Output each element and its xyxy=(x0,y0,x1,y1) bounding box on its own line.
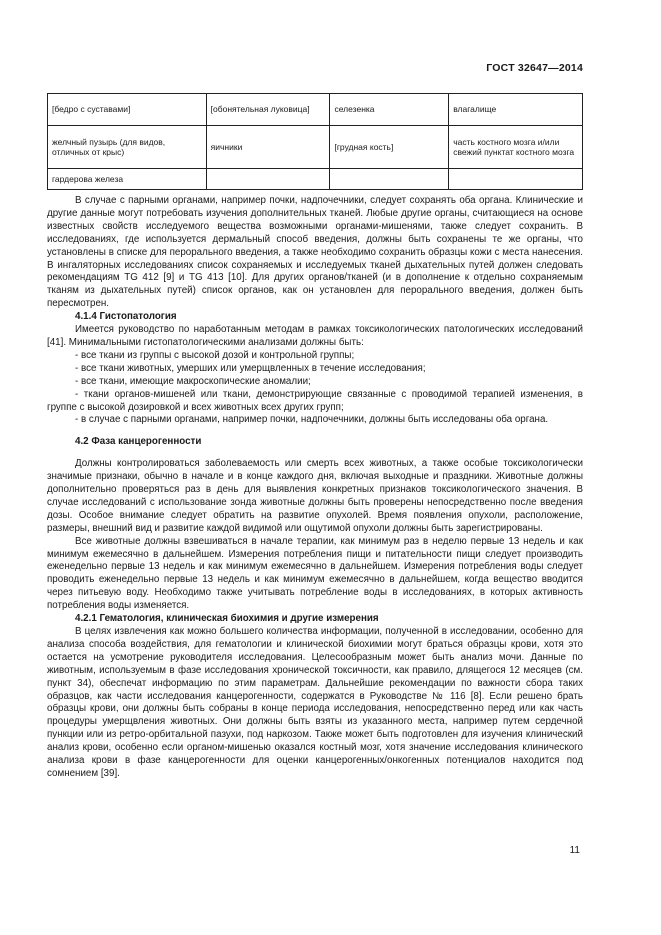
list-item: - все ткани из группы с высокой дозой и контрольной группы; xyxy=(47,350,583,363)
paragraph-hematology: В целях извлечения как можно большего количества информации, полученной в исследовании, особенно для анализа способа воздействия, для гематологии и клинической биохимии могут браться образцы крови, хотя это остается на усмотрение руководителя исследования. Целесообразным может быть анализ мочи. Данные по животным, используемым в фазе исследования хронической токсичности, как правило, длящегося 12 месяцев (см. пункт 34), обеспечат информацию по этим параметрам. Дальнейшие рекомендации по важности сбора таких образцов, как части исследования канцерогенности, содержатся в Руководстве № 116 [8]. Если решено брать образцы крови, они должны быть собраны в конце периода исследования, непосредственно перед или как часть процедуры умерщвления животных. Они должны быть взяты из указанного места, например путем сердечной пункции или из ретро-орбитальной пазухи, под наркозом. Также может быть подготовлен для изучения клинический анализ крови, особенно если органом-мишенью оказался костный мозг, хотя значение исследования клинического анализа крови в фазе канцерогенности для оценки канцерогенных/онкогенных потенциалов находится под сомнением [39]. xyxy=(47,626,583,779)
section-heading-4-2: 4.2 Фаза канцерогенности xyxy=(75,436,202,448)
organ-list-table xyxy=(47,93,583,190)
table-row xyxy=(48,94,583,126)
document-code: ГОСТ 32647—2014 xyxy=(486,62,583,74)
table-cell: селезенка xyxy=(330,94,449,126)
table-cell: гардерова железа xyxy=(48,169,207,190)
paragraph-weighing: Все животные должны взвешиваться в начале терапии, как минимум раз в неделю первые 13 недель и как минимум ежемесячно в дальнейшем. Измерения потребления пищи и питательности пищи следует производить еженедельно первые 13 недель и как минимум ежемесячно в дальнейшем. Измерения потребления воды следует проводить еженедельно первые 13 недель и как минимум ежемесячно в дальнейшем, когда вещество вводится через питьевую воду. Необходимо также учитывать потребление воды в исследованиях, в которых активность потребления воды изменяется. xyxy=(47,535,583,612)
table-cell: [бедро с суставами] xyxy=(48,94,207,126)
paragraph-paired-organs: В случае с парными органами, например почки, надпочечники, следует сохранять оба органа. Клинические и другие данные могут потребовать изучения дополнительных тканей. Любые другие органы, считающиеся на основе известных свойств исследуемого вещества возможными органами-мишенями, также следует сохранить. В исследованиях, где используется дермальный способ введения, должны быть сохранены те же органы, что установлены в списке для перорального введения, а также необходимо сохранить образцы кожи с места нанесения. В ингаляторных исследованиях список сохраняемых и исследуемых тканей дыхательных путей должен следовать рекомендациям TG 412 [9] и TG 413 [10]. Для других органов/тканей (и в дополнение к отдельно сохраняемым тканям из дыхательных путей) список органов, как он установлен для перорального введения, должен быть пересмотрен. xyxy=(47,195,583,310)
section-heading-4-1-4: 4.1.4 Гистопатология xyxy=(75,311,177,323)
table-cell: влагалище xyxy=(449,94,583,126)
table-cell: [обонятельная луковица] xyxy=(206,94,330,126)
list-item: - ткани органов-мишеней или ткани, демонстрирующие связанные с проводимой терапией изменения, в группе с высокой дозировкой и всех животных всех других групп; xyxy=(47,389,583,415)
table-row xyxy=(48,169,583,190)
list-item: - в случае с парными органами, например почки, надпочечники, должны быть исследованы оба органа. xyxy=(47,414,583,427)
table-cell: [грудная кость] xyxy=(330,126,449,169)
table-cell xyxy=(206,169,330,190)
list-item: - все ткани животных, умерших или умерщвленных в течение исследования; xyxy=(47,363,583,376)
section-heading-4-2-1: 4.2.1 Гематология, клиническая биохимия и другие измерения xyxy=(75,613,379,625)
table-cell xyxy=(330,169,449,190)
table-cell: часть костного мозга и/или свежий пунктат костного мозга xyxy=(449,126,583,169)
paragraph-histopathology: Имеется руководство по наработанным методам в рамках токсикологических патологических исследований [41]. Минимальными гистопатологическими анализами должны быть: xyxy=(47,324,583,348)
histopathology-list xyxy=(47,350,583,427)
table-cell: яичники xyxy=(206,126,330,169)
page-number: 11 xyxy=(569,845,580,856)
document-body xyxy=(47,195,583,781)
paragraph-monitoring: Должны контролироваться заболеваемость или смерть всех животных, а также особые токсикологически значимые признаки, обычно в начале и в конце каждого дня, включая выходные и праздники. Животные должны дополнительно проверяться раз в день для выявления конкретных признаков токсикологического значения. В случае исследований с использование зонда животные должны быть проверены непосредственно после введения дозы. Особое внимание следует обратить на развитие опухолей. Время появления опухоли, расположение, размеры, внешний вид и развитие каждой видимой или ощутимой опухоли должны быть зарегистрированы. xyxy=(47,458,583,534)
list-item: - все ткани, имеющие макроскопические аномалии; xyxy=(47,376,583,389)
table-row xyxy=(48,126,583,169)
table-cell: желчный пузырь (для видов, отличных от крыс) xyxy=(48,126,207,169)
table-cell xyxy=(449,169,583,190)
